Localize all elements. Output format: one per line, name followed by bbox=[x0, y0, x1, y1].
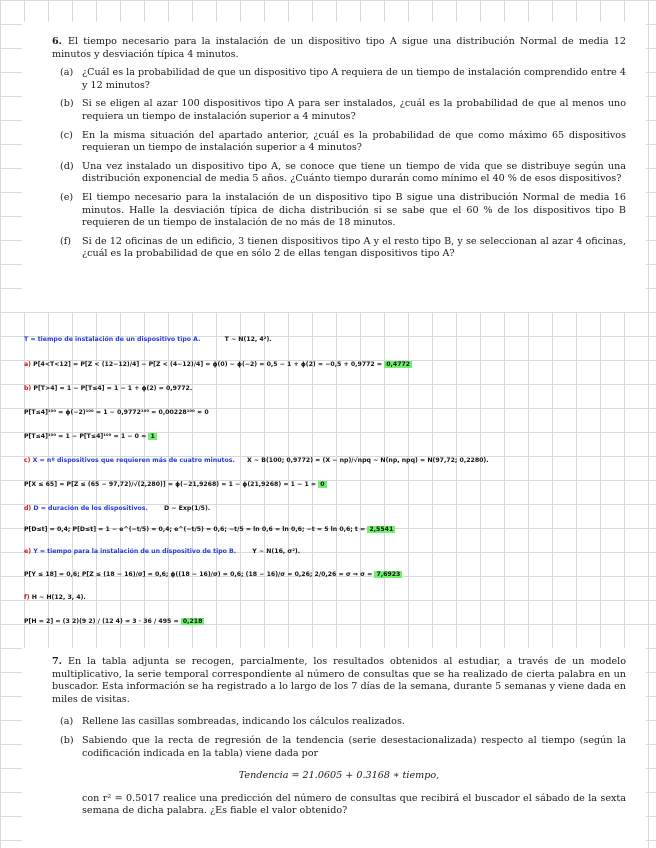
note-line-12: f) H ~ H(12, 3, 4). bbox=[24, 594, 86, 601]
note-line-11: P[Y ≤ 18] = 0,6; P[Z ≤ (18 − 16)/σ] = 0,6; ϕ((18 − 16)/σ) = 0,6; (18 − 16)/σ = 0,26; 2/0,26 = σ ⇒ σ = 7,6923 bbox=[24, 571, 401, 578]
problem-6 bbox=[52, 36, 626, 267]
problem-7-items bbox=[60, 716, 626, 760]
answer-highlight: 0,4772 bbox=[386, 361, 411, 368]
list-item: (b) Si se eligen al azar 100 dispositivos tipo A para ser instalados, ¿cuál es la probabilidad de que al menos uno requiera un tiempo de instalación superior a 4 minutos? bbox=[60, 98, 626, 122]
note-line-1: T = tiempo de instalación de un dispositivo tipo A. T ~ N(12, 4²). bbox=[24, 336, 272, 343]
list-item: (a) ¿Cuál es la probabilidad de que un dispositivo tipo A requiera de un tiempo de instalación comprendido entre 4 y 12 minutos? bbox=[60, 67, 626, 91]
list-item: (f) Si de 12 oficinas de un edificio, 3 tienen dispositivos tipo A y el resto tipo B, y se seleccionan al azar 4 oficinas, ¿cuál es la probabilidad de que en sólo 2 de ellas tengan dispositivos tipo A? bbox=[60, 235, 626, 260]
note-line-7: P[X ≤ 65] = P[Z ≤ (65 − 97,72)/√(2,280)] = ϕ(−21,9268) = 1 − ϕ(21,9268) = 1 − 1 = 0 bbox=[24, 481, 325, 488]
problem-6-items bbox=[60, 67, 626, 261]
answer-highlight: 0,218 bbox=[182, 618, 203, 625]
note-line-3: b) P[T>4] = 1 − P[T≤4] = 1 − 1 + ϕ(2) = 0,9772. bbox=[24, 385, 193, 392]
problem-number: 6. bbox=[52, 36, 63, 47]
problem-6-sheet bbox=[22, 22, 646, 312]
answer-highlight: 0 bbox=[320, 481, 325, 488]
note-line-2: a) P[4<T<12] = P[Z < (12−12)/4] − P[Z < (4−12)/4] = ϕ(0) − ϕ(−2) = 0,5 − 1 + ϕ(2) = −0,5 + 0,9772 = 0,4772 bbox=[24, 361, 411, 368]
answer-highlight: 2,5541 bbox=[369, 526, 394, 533]
problem-7 bbox=[52, 656, 626, 818]
note-line-9: P[D≤t] = 0,4; P[D≤t] = 1 − e^(−t/5) = 0,4; e^(−t/5) = 0,6; −t/5 = ln 0,6 = ln 0,6; −t = 5 ln 0,6; t = 2,5541 bbox=[24, 526, 394, 533]
note-line-5: P[T≤4]¹⁰⁰ = 1 − P[T≤4]¹⁰⁰ = 1 − 0 = 1 bbox=[24, 433, 155, 440]
note-line-8: d) D = duración de los dispositivos. D ~ Exp(1/5). bbox=[24, 505, 211, 512]
list-item: (d) Una vez instalado un dispositivo tipo A, se conoce que tiene un tiempo de vida que se distribuye según una distribución exponencial de media 5 años. ¿Cuánto tiempo durarán como mínimo el 40 % de esos dispositivos? bbox=[60, 160, 626, 185]
note-line-4: P[T≤4]¹⁰⁰ = ϕ(−2)¹⁰⁰ = 1 − 0,9772¹⁰⁰ = 0,00228¹⁰⁰ ≈ 0 bbox=[24, 409, 209, 416]
problem-number: 7. bbox=[52, 656, 63, 667]
problem-7-intro: 7. En la tabla adjunta se recogen, parcialmente, los resultados obtenidos al estudiar, a través de un modelo multiplicativo, la serie temporal correspondiente al número de consultas que se ha realizado de cierta palabra en un buscador. Esta información se ha registrado a lo largo de los 7 días de la semana, durante 5 semanas y viene dada en miles de visitas. bbox=[52, 656, 626, 705]
answer-highlight: 1 bbox=[150, 433, 155, 440]
note-line-10: e) Y = tiempo para la instalación de un dispositivo de tipo B. Y ~ N(16, σ²). bbox=[24, 548, 301, 555]
list-item: (b) Sabiendo que la recta de regresión de la tendencia (serie desestacionalizada) respecto al tiempo (según la codificación indicada en la tabla) viene dada por bbox=[60, 734, 626, 759]
regression-formula: Tendencia = 21.0605 + 0.3168 ∗ tiempo, bbox=[238, 770, 440, 782]
problem-7-sheet bbox=[22, 648, 646, 848]
note-line-6: c) X = nº dispositivos que requieren más de cuatro minutos. X ~ B(100; 0,9772) ≈ (X − np)/√npq ~ N(np, npq) = N(97,72; 0,2280). bbox=[24, 457, 489, 464]
answer-highlight: 7,6923 bbox=[376, 571, 401, 578]
list-item: (e) El tiempo necesario para la instalación de un dispositivo tipo B sigue una distribución Normal de media 16 minutos. Halle la desviación típica de dicha distribución si se sabe que el 60 % de los dispositivos tipo B requieren de un tiempo de instalación de no más de 18 minutos. bbox=[60, 191, 626, 229]
problem-6-intro: 6. El tiempo necesario para la instalación de un dispositivo tipo A sigue una distribución Normal de media 12 minutos y desviación típica 4 minutos. bbox=[52, 36, 626, 60]
list-item: (c) En la misma situación del apartado anterior, ¿cuál es la probabilidad de que como máximo 65 dispositivos requieran un tiempo de instalación superior a 4 minutos? bbox=[60, 129, 626, 154]
note-line-13: P[H = 2] = (3 2)(9 2) / (12 4) = 3 · 36 / 495 = 0,218 bbox=[24, 618, 203, 625]
problem-7-conclusion: con r² = 0.5017 realice una predicción del número de consultas que recibirá el buscador el sábado de la sexta semana de dicha palabra. ¿Es fiable el valor obtenido? bbox=[82, 792, 626, 817]
list-item: (a) Rellene las casillas sombreadas, indicando los cálculos realizados. bbox=[60, 716, 405, 728]
